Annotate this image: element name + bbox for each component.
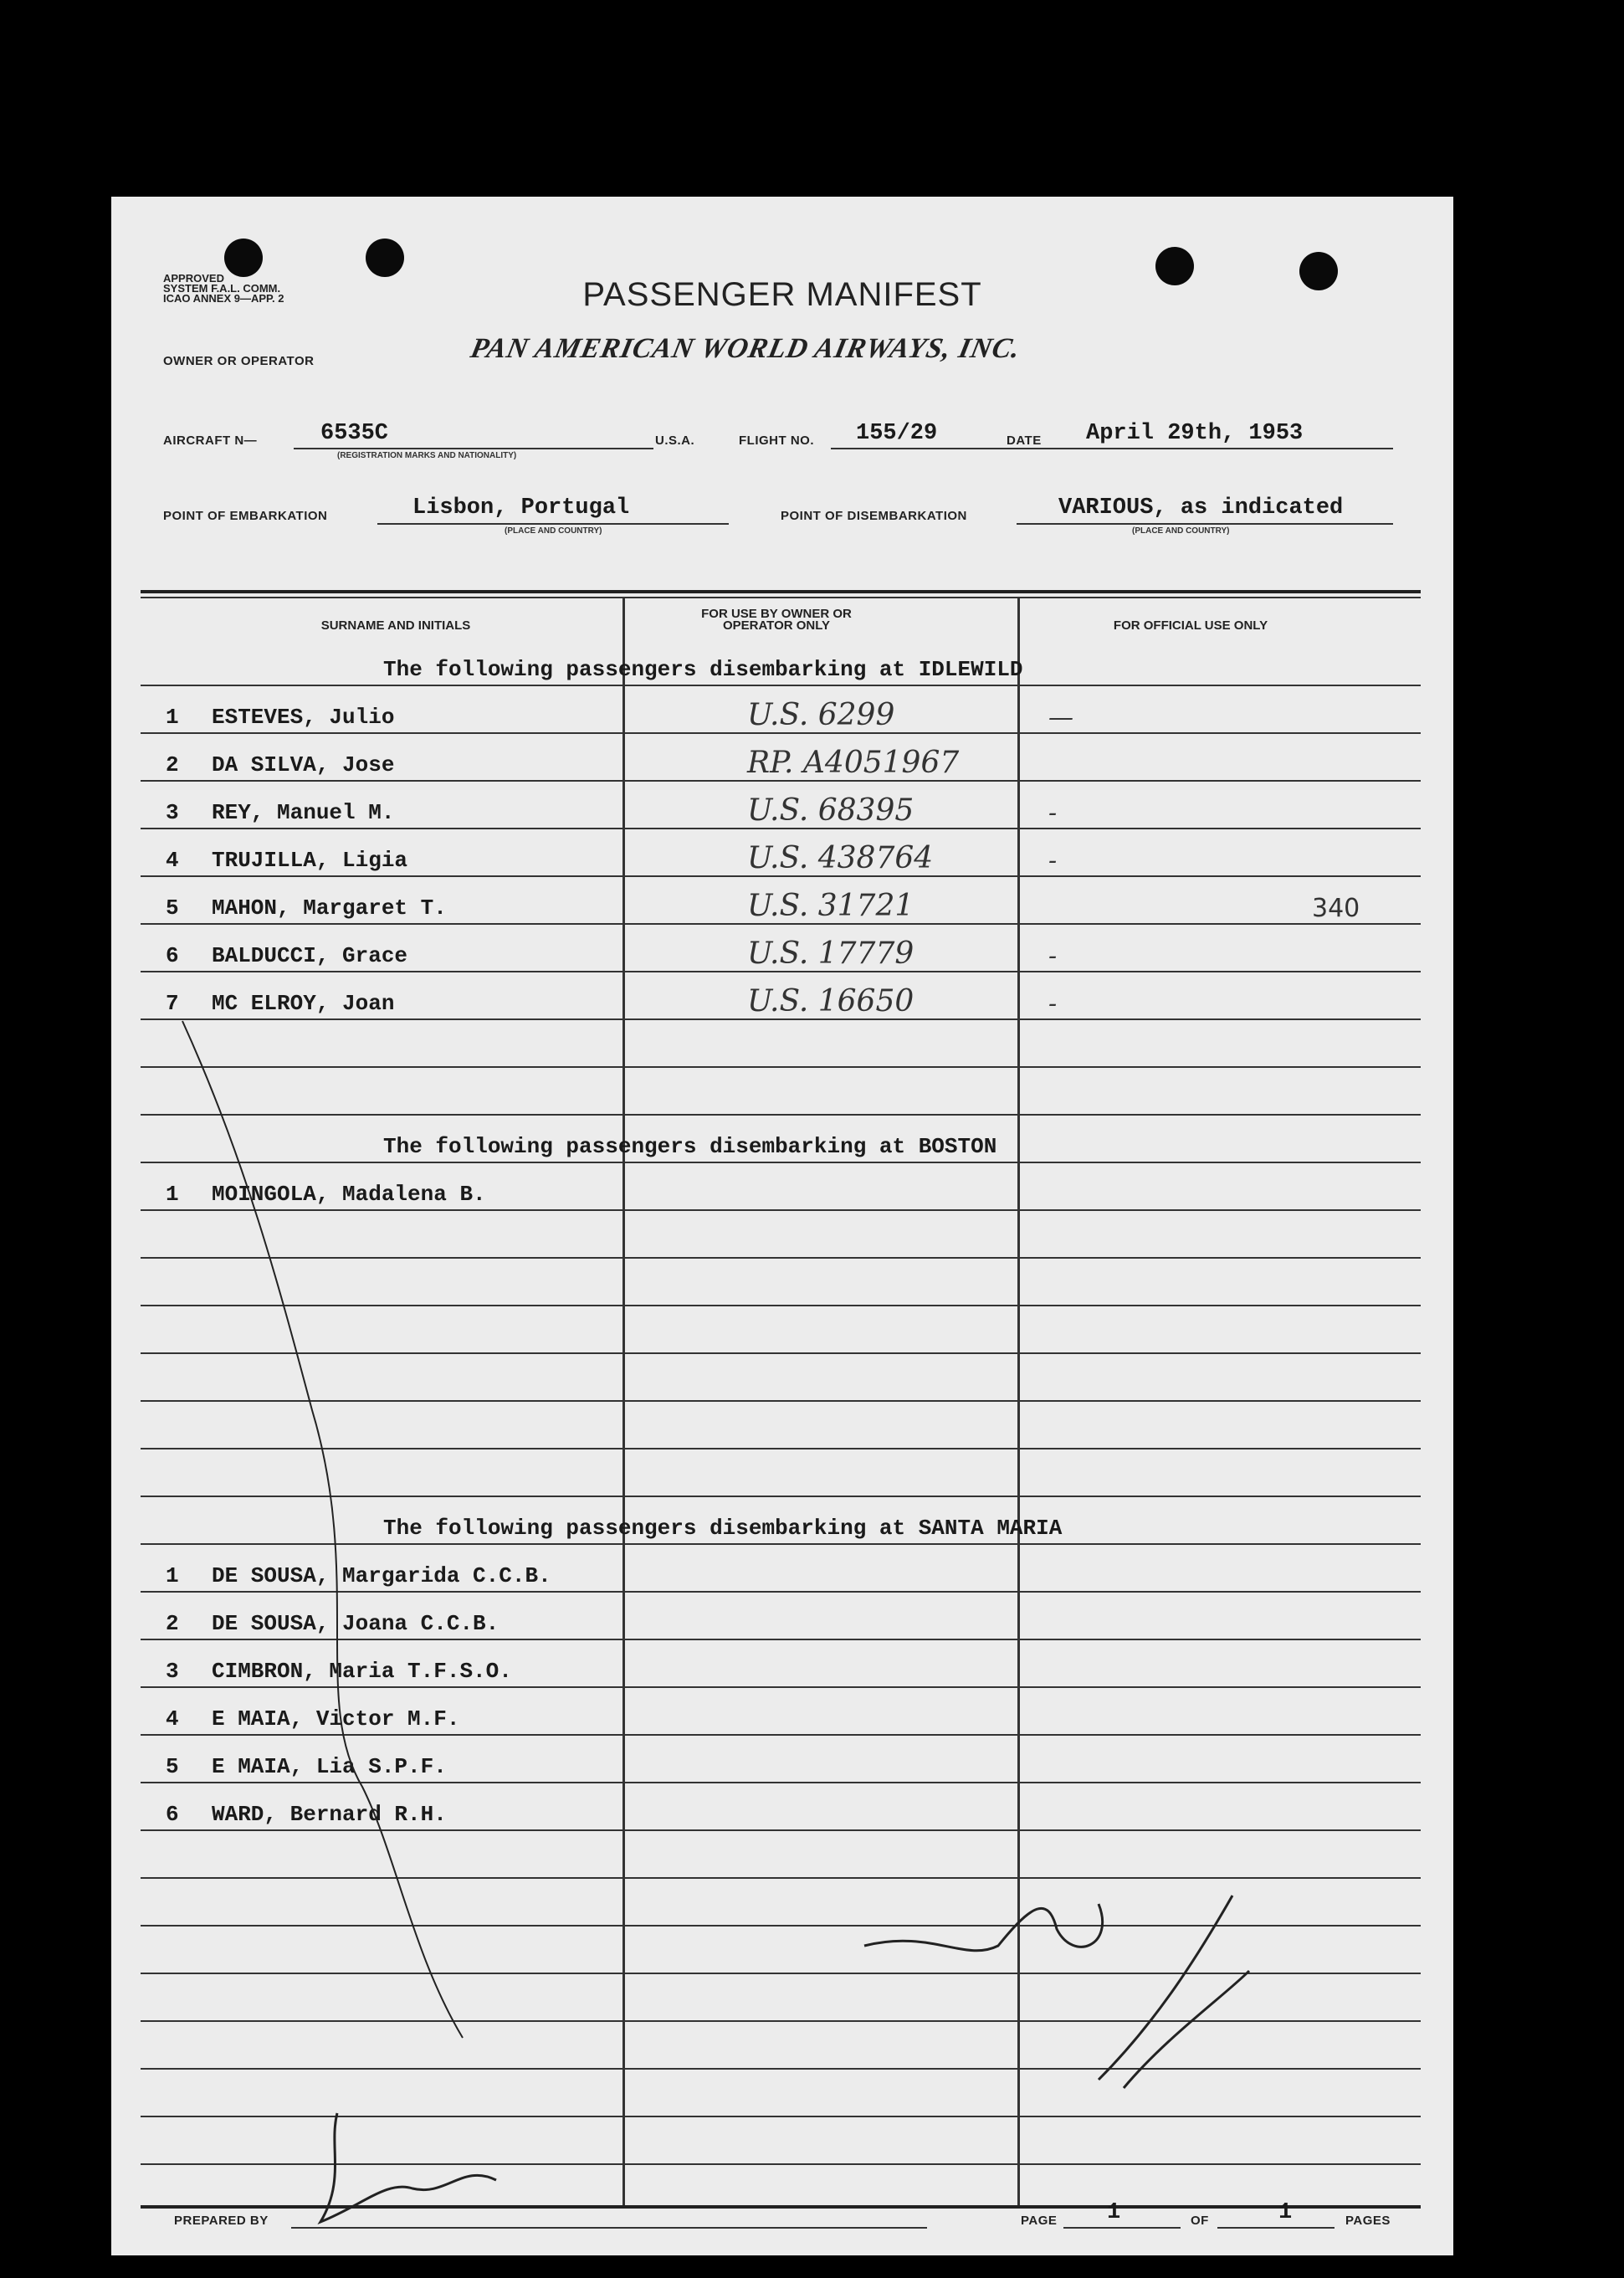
- flight-label: FLIGHT NO.: [739, 434, 814, 448]
- passenger-name: CIMBRON, Maria T.F.S.O.: [212, 1659, 512, 1684]
- date-value: April 29th, 1953: [1086, 421, 1304, 446]
- handwritten-marks: [111, 197, 1453, 2255]
- passenger-number: 3: [166, 800, 179, 825]
- disembark-label: POINT OF DISEMBARKATION: [781, 509, 967, 523]
- passenger-number: 4: [166, 848, 179, 873]
- owner-note: U.S. 68395: [747, 793, 914, 828]
- owner-note: U.S. 31721: [747, 889, 914, 923]
- pen-stroke-line: [182, 1021, 463, 2038]
- col-header-official: FOR OFFICIAL USE ONLY: [1113, 618, 1268, 633]
- passenger-number: 2: [166, 752, 179, 777]
- passenger-number: 3: [166, 1659, 179, 1684]
- owner-note: U.S. 17779: [747, 936, 914, 971]
- passenger-name: MAHON, Margaret T.: [212, 895, 447, 921]
- page-label: PAGE: [1021, 2214, 1058, 2228]
- date-label: DATE: [1007, 434, 1042, 448]
- official-note: -: [1048, 941, 1058, 971]
- disembark-note: (PLACE AND COUNTRY): [1132, 526, 1230, 536]
- signature-scrawl: [320, 2113, 496, 2222]
- passenger-name: DE SOUSA, Joana C.C.B.: [212, 1611, 499, 1636]
- owner-note: U.S. 438764: [747, 841, 934, 875]
- passenger-number: 2: [166, 1611, 179, 1636]
- passenger-number: 4: [166, 1706, 179, 1732]
- passenger-name: BALDUCCI, Grace: [212, 943, 408, 968]
- passenger-number: 1: [166, 705, 179, 730]
- passenger-name: TRUJILLA, Ligia: [212, 848, 408, 873]
- official-note: -: [1048, 846, 1058, 875]
- flight-value: 155/29: [856, 421, 938, 446]
- passenger-name: E MAIA, Victor M.F.: [212, 1706, 460, 1732]
- signature-scrawl: [864, 1904, 1103, 1951]
- passenger-number: 5: [166, 895, 179, 921]
- embark-value: Lisbon, Portugal: [412, 495, 630, 521]
- passenger-number: 6: [166, 1802, 179, 1827]
- pages-label: PAGES: [1345, 2214, 1391, 2228]
- disembark-value: VARIOUS, as indicated: [1058, 495, 1344, 521]
- signature-scrawl: [1099, 1896, 1249, 2088]
- official-note: —: [1048, 703, 1073, 732]
- passenger-number: 1: [166, 1182, 179, 1207]
- owner-note: U.S. 6299: [747, 698, 895, 732]
- passenger-number: 5: [166, 1754, 179, 1779]
- passenger-number: 6: [166, 943, 179, 968]
- col-header-owner: FOR USE BY OWNER OR OPERATOR ONLY: [701, 607, 852, 633]
- page-value: 1: [1107, 2200, 1121, 2225]
- passenger-name: MC ELROY, Joan: [212, 991, 395, 1016]
- passenger-name: DE SOUSA, Margarida C.C.B.: [212, 1563, 551, 1588]
- embark-label: POINT OF EMBARKATION: [163, 509, 328, 523]
- passenger-name: REY, Manuel M.: [212, 800, 395, 825]
- passenger-name: MOINGOLA, Madalena B.: [212, 1182, 486, 1207]
- col-header-name: SURNAME AND INITIALS: [320, 618, 471, 633]
- prepared-label: PREPARED BY: [174, 2214, 269, 2228]
- manifest-sheet: [111, 197, 1453, 2255]
- aircraft-label: AIRCRAFT N—: [163, 434, 258, 448]
- owner-note: RP. A4051967: [747, 746, 960, 780]
- owner-note: U.S. 16650: [747, 984, 914, 1018]
- operator-name: PAN AMERICAN WORLD AIRWAYS, INC.: [468, 333, 1024, 364]
- pages-value: 1: [1278, 2200, 1293, 2225]
- aircraft-value: 6535C: [320, 421, 389, 446]
- document-title: PASSENGER MANIFEST: [582, 276, 982, 313]
- passenger-number: 1: [166, 1563, 179, 1588]
- approval-line: ICAO ANNEX 9—APP. 2: [163, 292, 284, 305]
- approval-line: APPROVED: [163, 272, 224, 285]
- section-heading: The following passengers disembarking at SANTA MARIA: [383, 1516, 1063, 1541]
- of-label: OF: [1191, 2214, 1209, 2228]
- section-heading: The following passengers disembarking at IDLEWILD: [383, 657, 1023, 682]
- section-heading: The following passengers disembarking at BOSTON: [383, 1134, 997, 1159]
- passenger-name: ESTEVES, Julio: [212, 705, 395, 730]
- owner-label: OWNER OR OPERATOR: [163, 354, 315, 368]
- passenger-name: WARD, Bernard R.H.: [212, 1802, 447, 1827]
- approval-line: SYSTEM F.A.L. COMM.: [163, 282, 281, 295]
- official-note: -: [1048, 798, 1058, 828]
- usa-label: U.S.A.: [655, 434, 695, 448]
- aircraft-note: (REGISTRATION MARKS AND NATIONALITY): [337, 451, 517, 460]
- official-note: 340: [1312, 894, 1360, 923]
- passenger-number: 7: [166, 991, 179, 1016]
- passenger-name: E MAIA, Lia S.P.F.: [212, 1754, 447, 1779]
- official-note: -: [1048, 989, 1058, 1018]
- passenger-name: DA SILVA, Jose: [212, 752, 395, 777]
- embark-note: (PLACE AND COUNTRY): [505, 526, 602, 536]
